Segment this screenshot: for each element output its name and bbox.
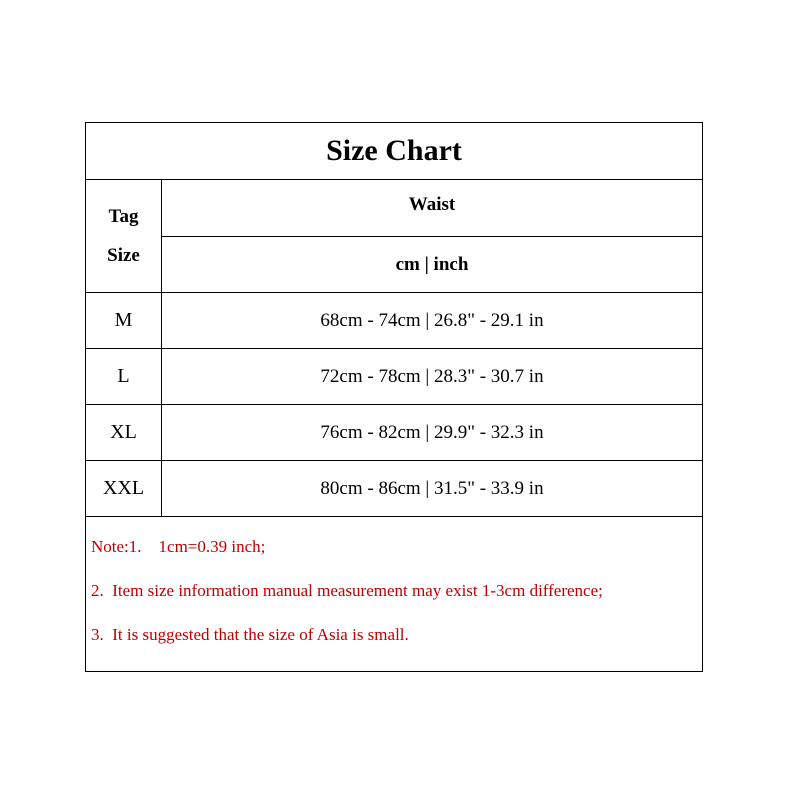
waist-cell: 76cm - 82cm | 29.9" - 32.3 in	[320, 421, 544, 443]
waist-cell: 68cm - 74cm | 26.8" - 29.1 in	[320, 309, 544, 331]
table-row	[86, 405, 702, 461]
note-2: 2. Item size information manual measurement may exist 1-3cm difference;	[91, 581, 603, 600]
size-cell: M	[86, 293, 162, 348]
size-label: Size	[107, 245, 140, 266]
size-chart-table	[85, 122, 703, 672]
table-header	[86, 180, 702, 293]
table-row	[86, 293, 702, 349]
table-row	[86, 349, 702, 405]
size-cell: XL	[86, 405, 162, 460]
note-1: Note:1. 1cm=0.39 inch;	[91, 537, 266, 556]
size-cell: XXL	[86, 461, 162, 516]
waist-header: Waist	[162, 180, 702, 237]
tag-label: Tag	[108, 206, 139, 227]
tag-size-header	[86, 180, 162, 292]
size-chart-title: Size Chart	[86, 123, 702, 180]
note-3: 3. It is suggested that the size of Asia is small.	[91, 625, 409, 644]
waist-cell: 80cm - 86cm | 31.5" - 33.9 in	[320, 477, 544, 499]
units-header: cm | inch	[395, 254, 469, 275]
waist-cell: 72cm - 78cm | 28.3" - 30.7 in	[320, 365, 544, 387]
size-cell: L	[86, 349, 162, 404]
table-row	[86, 461, 702, 517]
notes-section	[86, 517, 702, 671]
